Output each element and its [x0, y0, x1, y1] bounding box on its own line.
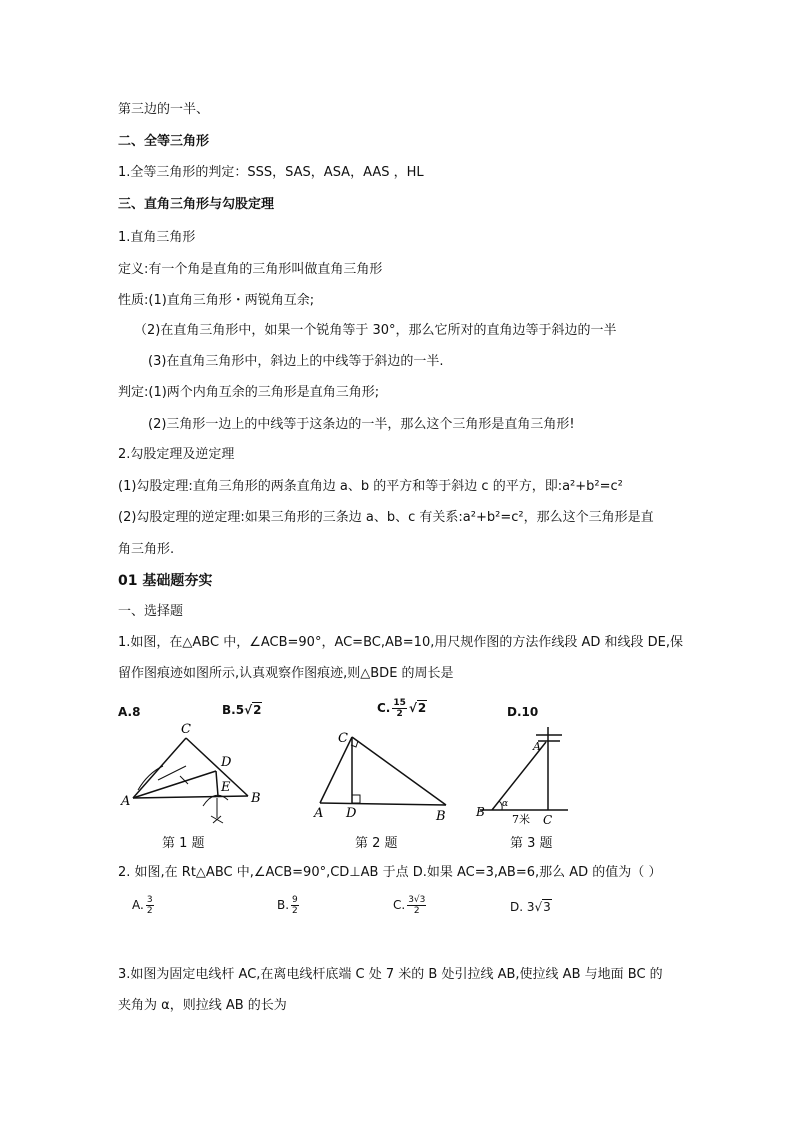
text-line: 1.直角三角形 [118, 230, 196, 245]
fig3-label-c: C [543, 813, 553, 827]
fig2-label-c: C [338, 731, 348, 746]
q2-option-a: A. $\frac{3}{2}$ [132, 895, 153, 916]
fig2-label-a: A [314, 806, 324, 821]
figure-3 [470, 722, 580, 830]
text-line: 第三边的一半、 [118, 102, 210, 117]
question-3-text: 3.如图为固定电线杆 AC,在离电线杆底端 C 处 7 米的 B 处引拉线 AB,使拉线 AB 与地面 BC 的 [118, 967, 663, 982]
figure-2-caption: 第 2 题 [355, 836, 398, 851]
figure-3-caption: 第 3 题 [510, 836, 553, 851]
section-heading: 三、直角三角形与勾股定理 [118, 197, 275, 212]
text-line: (2)勾股定理的逆定理:如果三角形的三条边 a、b、c 有关系:a²+b²=c²，那么这个三角形是直 [118, 510, 654, 525]
fig2-label-b: B [436, 809, 446, 824]
q2-option-b: B. $\frac{9}{2}$ [277, 895, 298, 916]
fig2-label-d: D [346, 806, 357, 821]
section-heading: 01 基础题夯实 [118, 573, 213, 589]
fig1-label-c: C [181, 722, 191, 737]
fig3-label-a: A [533, 740, 541, 753]
fig3-label-alpha: α [502, 799, 509, 809]
text-line: 一、选择题 [118, 604, 184, 619]
q1-option-c: C. $\frac{15}{2}$ √2 [377, 698, 427, 719]
text-line: 判定:(1)两个内角互余的三角形是直角三角形; [118, 385, 380, 400]
q1-option-d: D.10 [507, 705, 539, 719]
question-1-text: 留作图痕迹如图所示,认真观察作图痕迹,则△BDE 的周长是 [118, 666, 454, 681]
q1-option-b: B.5√2 [222, 703, 262, 717]
fig1-label-e: E [221, 780, 231, 795]
text-line: 性质:(1)直角三角形・两锐角互余; [118, 293, 315, 308]
text-line: (2)三角形一边上的中线等于这条边的一半，那么这个三角形是直角三角形! [148, 417, 575, 432]
q1-option-a: A.8 [118, 705, 141, 719]
fig3-label-distance: 7米 [512, 813, 530, 826]
text-line: (1)勾股定理:直角三角形的两条直角边 a、b 的平方和等于斜边 c 的平方，即:a²+b²=c² [118, 479, 623, 494]
fig1-label-b: B [251, 791, 261, 806]
text-line: 2.勾股定理及逆定理 [118, 447, 235, 462]
fig1-label-a: A [121, 794, 131, 809]
section-heading: 二、全等三角形 [118, 134, 210, 149]
question-1-text: 1.如图，在△ABC 中，∠ACB=90°，AC=BC,AB=10,用尺规作图的方法作线段 AD 和线段 DE,保 [118, 635, 684, 650]
question-2-text: 2. 如图,在 Rt△ABC 中,∠ACB=90°,CD⊥AB 于点 D.如果 AC=3,AB=6,那么 AD 的值为（ ） [118, 865, 662, 880]
text-line: (3)在直角三角形中，斜边上的中线等于斜边的一半. [148, 354, 444, 369]
figure-2 [312, 725, 462, 825]
q2-option-c: C. $\frac{3√3}{2}$ [393, 895, 426, 916]
question-3-text: 夹角为 α，则拉线 AB 的长为 [118, 998, 287, 1013]
text-line: （2)在直角三角形中，如果一个锐角等于 30°，那么它所对的直角边等于斜边的一半 [134, 323, 617, 338]
figure-1-caption: 第 1 题 [162, 836, 205, 851]
text-line: 定义:有一个角是直角的三角形叫做直角三角形 [118, 262, 383, 277]
figure-1 [118, 718, 268, 828]
text-line: 角三角形. [118, 542, 175, 557]
text-line: 1.全等三角形的判定：SSS，SAS，ASA，AAS ，HL [118, 165, 424, 180]
fig3-label-b: B [476, 805, 485, 819]
q2-option-d: D. 3√3 [510, 900, 551, 914]
fig1-label-d: D [221, 755, 232, 770]
